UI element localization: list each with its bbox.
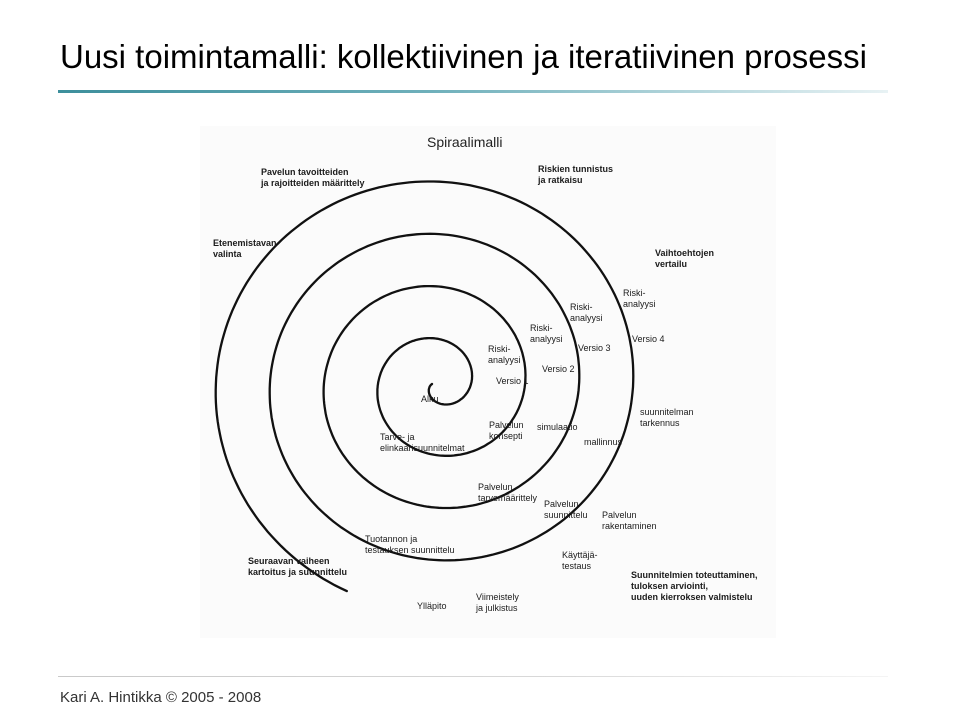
title-divider — [58, 90, 888, 93]
label-riskianalyysi-3: Riski- analyysi — [570, 302, 603, 323]
label-palvelun-tavoitteet: Pavelun tavoitteiden ja rajoitteiden määrittely — [261, 167, 365, 188]
label-riskianalyysi-1: Riski- analyysi — [488, 344, 521, 365]
label-palvelun-rakentaminen: Palvelun rakentaminen — [602, 510, 657, 531]
label-versio-2: Versio 2 — [542, 364, 575, 374]
spiral-line — [216, 182, 634, 592]
label-palvelun-tarvemaarittely: Palvelun tarvemäärittely — [478, 482, 538, 503]
label-versio-3: Versio 3 — [578, 343, 611, 353]
label-versio-1: Versio 1 — [496, 376, 529, 386]
footer-copyright: Kari A. Hintikka © 2005 - 2008 — [60, 689, 262, 706]
label-mallinnus: mallinnus — [584, 437, 623, 447]
label-simulaatio: simulaatio — [537, 422, 578, 432]
label-riskianalyysi-2: Riski- analyysi — [530, 323, 563, 344]
label-palvelun-suunnittelu: Palvelun suunnittelu — [544, 499, 588, 520]
spiral-diagram — [200, 126, 776, 638]
label-yllapito: Ylläpito — [417, 601, 447, 611]
label-suunnitelmien-toteuttaminen: Suunnitelmien toteuttaminen, tuloksen arviointi, uuden kierroksen valmistelu — [631, 570, 758, 602]
label-alku: Alku — [421, 394, 439, 404]
label-suunnitelman-tarkennus: suunnitelman tarkennus — [640, 407, 694, 428]
slide-title: Uusi toimintamalli: kollektiivinen ja iteratiivinen prosessi — [60, 38, 867, 75]
label-kayttajatestaus: Käyttäjä- testaus — [562, 550, 598, 571]
label-palvelun-konsepti: Palvelun konsepti — [489, 420, 524, 441]
label-etenemistavan-valinta: Etenemistavan valinta — [213, 238, 277, 259]
label-vaihtoehtojen-vertailu: Vaihtoehtojen vertailu — [655, 248, 715, 269]
footer-divider — [58, 676, 888, 677]
label-riskien-tunnistus: Riskien tunnistus ja ratkaisu — [538, 164, 614, 185]
label-seuraavan-vaiheen: Seuraavan vaiheen kartoitus ja suunnittelu — [248, 556, 348, 577]
label-tuotannon-suunnittelu: Tuotannon ja testauksen suunnittelu — [365, 534, 455, 555]
label-viimeistely: Viimeistely ja julkistus — [476, 592, 519, 613]
label-versio-4: Versio 4 — [632, 334, 665, 344]
diagram-title: Spiraalimalli — [427, 134, 503, 150]
label-tarve-ja-elinkaari: Tarve- ja elinkaarisuunnitelmat — [380, 432, 465, 453]
label-riskianalyysi-4: Riski- analyysi — [623, 288, 656, 309]
